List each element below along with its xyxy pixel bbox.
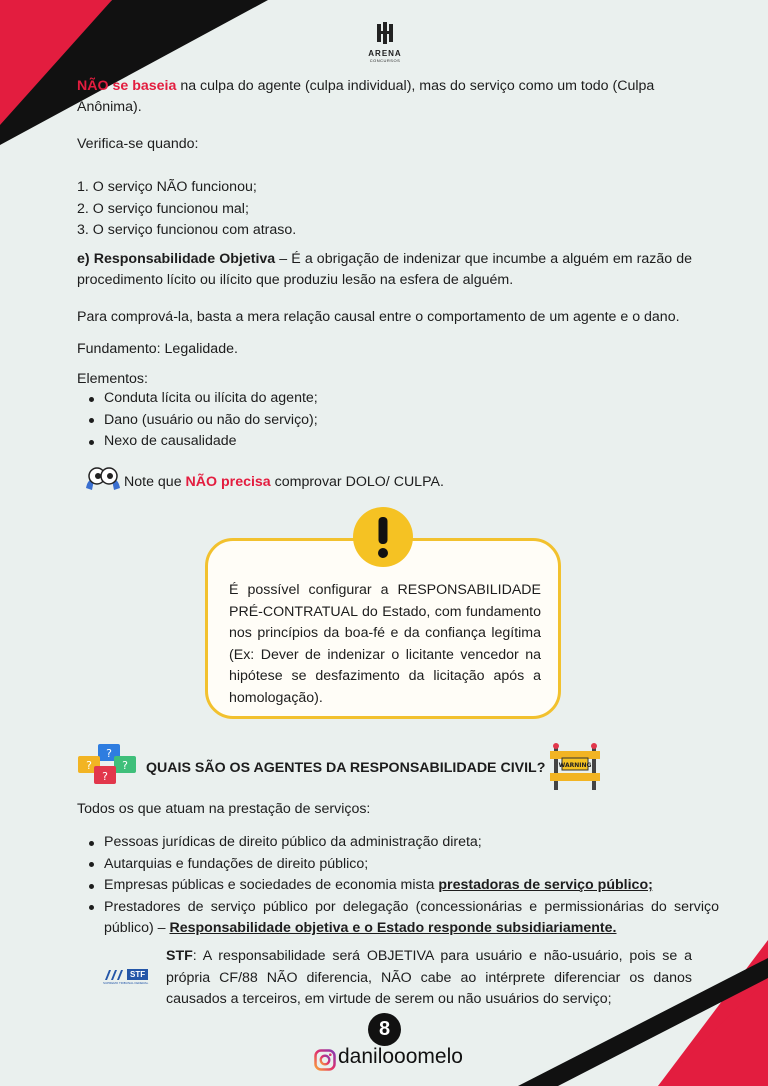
- item-underline: Responsabilidade objetiva e o Estado responde subsidiariamente.: [169, 920, 617, 936]
- elementos-title: Elementos:: [77, 371, 148, 387]
- verifica-list: [77, 177, 296, 242]
- page-number: [368, 1013, 401, 1046]
- list-item: 2. O serviço funcionou mal;: [77, 200, 249, 217]
- intro-text: na culpa do agente (culpa individual), mas do serviço como um todo (Culpa Anônima).: [77, 78, 655, 115]
- list-item: [104, 854, 719, 876]
- note-highlight: NÃO precisa: [185, 474, 271, 490]
- list-item: [104, 832, 719, 854]
- agentes-list: [77, 832, 719, 940]
- agentes-intro: Todos os que atuam na prestação de serviços:: [77, 801, 371, 817]
- verifica-text: Verifica-se quando:: [77, 136, 199, 152]
- note-text: [124, 472, 444, 493]
- warning-text: É possível configurar a RESPONSABILIDADE PRÉ-CONTRATUAL do Estado, com fundamento nos princípios da boa-fé e da confiança legítima (Ex: Dever de indenizar o licitante vencedor na hipótese se desfazimento da licitação após a homologação).: [229, 582, 541, 706]
- item-text: Autarquias e fundações de direito público;: [104, 855, 369, 872]
- stf-label: STF: [166, 948, 193, 964]
- warning-barrier-icon: [549, 743, 601, 791]
- objetiva-definition: [77, 249, 692, 291]
- intro-highlight: NÃO se baseia: [77, 78, 177, 94]
- stf-logo-sub: SUPREMO TRIBUNAL FEDERAL: [103, 981, 149, 985]
- svg-text:?: ?: [106, 747, 112, 760]
- item-underline: prestadoras de serviço público;: [438, 877, 653, 893]
- stf-logo-text: STF: [127, 969, 148, 980]
- arena-logo-icon: [374, 22, 396, 44]
- list-item: Nexo de causalidade: [104, 431, 318, 453]
- exclamation-icon: [352, 506, 414, 568]
- stf-text: : A responsabilidade será OBJETIVA para usuário e não-usuário, pois se a própria CF/88 NÃO diferencia, NÃO cabe ao intérprete diferenciar os danos causados a terceiros, em virtude de serem ou não usuários do serviço;: [166, 948, 692, 1007]
- brand-logo: [360, 22, 410, 63]
- svg-text:?: ?: [102, 770, 108, 783]
- list-item: [104, 897, 719, 940]
- objetiva-label: e) Responsabilidade Objetiva: [77, 251, 276, 267]
- svg-text:?: ?: [122, 759, 128, 772]
- item-text: Prestadores de serviço público por delegação (concessionárias e permissionárias do serviço público) –: [104, 898, 719, 936]
- instagram-handle[interactable]: danilooomelo: [338, 1045, 463, 1068]
- list-item: Dano (usuário ou não do serviço);: [104, 410, 318, 432]
- intro-paragraph: [77, 76, 692, 118]
- objetiva-prova: Para comprová-la, basta a mera relação causal entre o comportamento de um agente e o dano.: [77, 309, 680, 325]
- warning-sign-text: WARNING: [558, 762, 592, 769]
- note-post: comprovar DOLO/ CULPA.: [270, 474, 444, 490]
- list-item: Conduta lícita ou ilícita do agente;: [104, 388, 318, 410]
- brand-sub: CONCURSOS: [369, 58, 401, 63]
- item-text: Pessoas jurídicas de direito público da administração direta;: [104, 834, 482, 850]
- agentes-heading: QUAIS SÃO OS AGENTES DA RESPONSABILIDADE CIVIL?: [146, 760, 546, 776]
- note-pre: Note que: [124, 474, 186, 490]
- svg-text:?: ?: [86, 759, 92, 772]
- list-item: 3. O serviço funcionou com atraso.: [77, 222, 297, 238]
- stf-paragraph: [166, 946, 692, 1011]
- corner-decoration-top-left: [0, 0, 270, 150]
- list-item: 1. O serviço NÃO funcionou;: [77, 179, 257, 195]
- brand-name: ARENA: [368, 49, 402, 58]
- stf-columns-icon: [103, 970, 125, 980]
- page-number-text: 8: [378, 1018, 391, 1040]
- elementos-list: [77, 388, 318, 453]
- eyes-icon: [82, 466, 124, 492]
- list-item: [104, 875, 719, 897]
- item-text: Empresas públicas e sociedades de economia mista: [104, 877, 439, 893]
- objetiva-fundamento: Fundamento: Legalidade.: [77, 341, 238, 357]
- question-bubbles-icon: [76, 742, 138, 788]
- stf-logo: [103, 969, 153, 985]
- objetiva-def: – É a obrigação de indenizar que incumbe a alguém em razão de procedimento lícito ou ilícito que produziu lesão na esfera de alguém.: [77, 251, 692, 288]
- instagram-icon[interactable]: [314, 1049, 336, 1071]
